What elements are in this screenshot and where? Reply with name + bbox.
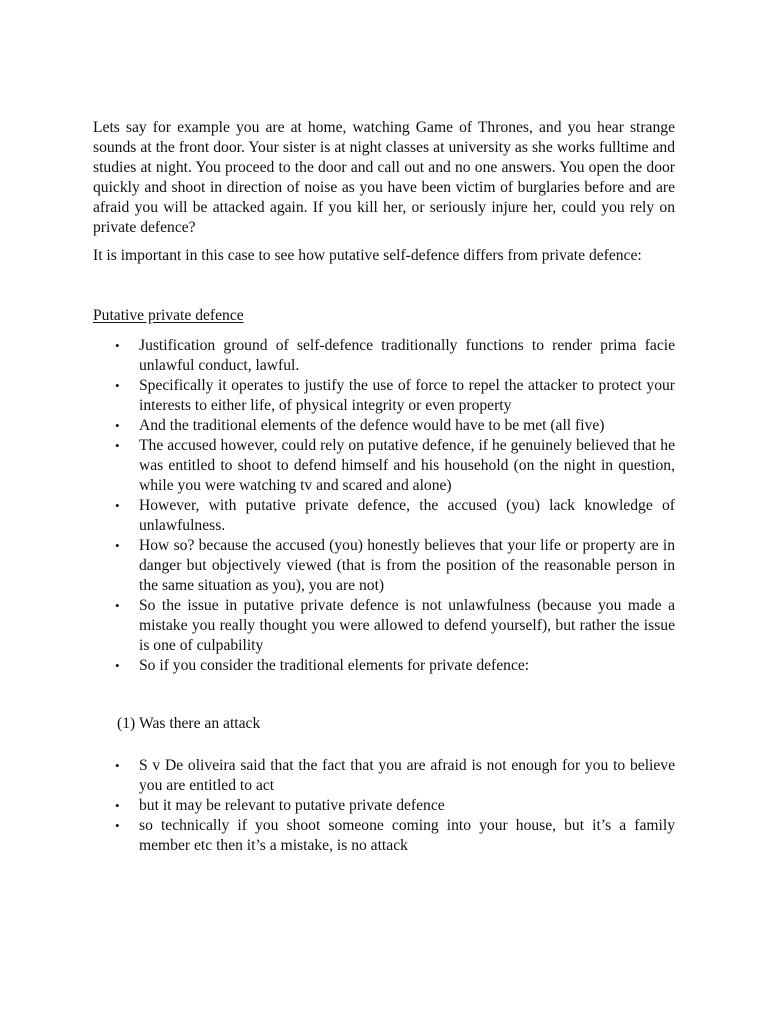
list-item bbox=[93, 436, 675, 496]
bullet-icon: • bbox=[115, 338, 120, 353]
intro-paragraph-2: It is important in this case to see how putative self-defence differs from private defence: bbox=[93, 247, 642, 264]
list-item bbox=[93, 596, 675, 656]
element-number: (1) bbox=[117, 715, 136, 732]
list-item-text: but it may be relevant to putative private defence bbox=[139, 797, 445, 814]
bullet-list-putative-defence bbox=[93, 336, 675, 676]
bullet-icon: • bbox=[115, 378, 120, 393]
list-item bbox=[93, 536, 675, 596]
list-item bbox=[93, 756, 675, 796]
list-item bbox=[93, 336, 675, 376]
bullet-icon: • bbox=[115, 538, 120, 553]
numbered-element-1 bbox=[93, 714, 675, 734]
bullet-list-attack bbox=[93, 756, 675, 856]
list-item-text: Justification ground of self-defence traditionally functions to render prima facie unlawful conduct, lawful. bbox=[139, 337, 675, 374]
document-page bbox=[93, 118, 675, 856]
list-item-text: So the issue in putative private defence is not unlawfulness (because you made a mistake you really thought you were allowed to defend yourself), but rather the issue is one of culpability bbox=[139, 597, 675, 654]
list-item bbox=[93, 796, 675, 816]
list-item-text: Specifically it operates to justify the use of force to repel the attacker to protect your interests to either life, of physical integrity or even property bbox=[139, 377, 675, 414]
list-item-text: So if you consider the traditional elements for private defence: bbox=[139, 657, 530, 674]
section-heading: Putative private defence bbox=[93, 307, 244, 324]
list-item-text: The accused however, could rely on putative defence, if he genuinely believed that he was entitled to shoot to defend himself and his household (on the night in question, while you were watching tv and scared and alone) bbox=[139, 437, 675, 494]
list-item bbox=[93, 416, 675, 436]
bullet-icon: • bbox=[115, 818, 120, 833]
list-item bbox=[93, 376, 675, 416]
section-heading-wrap bbox=[93, 306, 675, 326]
intro-paragraph-1: Lets say for example you are at home, watching Game of Thrones, and you hear strange sounds at the front door. Your sister is at night classes at university as she works fulltime and studies at night. You proceed to the door and call out and no one answers. You open the door quickly and shoot in direction of noise as you have been victim of burglaries before and are afraid you will be attacked again. If you kill her, or seriously injure her, could you rely on private defence? bbox=[93, 119, 675, 236]
bullet-icon: • bbox=[115, 498, 120, 513]
list-item bbox=[93, 496, 675, 536]
element-title: Was there an attack bbox=[139, 715, 261, 732]
list-item bbox=[93, 656, 675, 676]
list-item-text: S v De oliveira said that the fact that you are afraid is not enough for you to believe you are entitled to act bbox=[139, 757, 675, 794]
bullet-icon: • bbox=[115, 758, 120, 773]
bullet-icon: • bbox=[115, 418, 120, 433]
list-item-text: How so? because the accused (you) honestly believes that your life or property are in danger but objectively viewed (that is from the position of the reasonable person in the same situation as you), you are not) bbox=[139, 537, 675, 594]
list-item bbox=[93, 816, 675, 856]
bullet-icon: • bbox=[115, 658, 120, 673]
list-item-text: However, with putative private defence, the accused (you) lack knowledge of unlawfulness. bbox=[139, 497, 675, 534]
list-item-text: so technically if you shoot someone coming into your house, but it’s a family member etc then it’s a mistake, is no attack bbox=[139, 817, 675, 854]
bullet-icon: • bbox=[115, 598, 120, 613]
bullet-icon: • bbox=[115, 798, 120, 813]
list-item-text: And the traditional elements of the defence would have to be met (all five) bbox=[139, 417, 605, 434]
bullet-icon: • bbox=[115, 438, 120, 453]
